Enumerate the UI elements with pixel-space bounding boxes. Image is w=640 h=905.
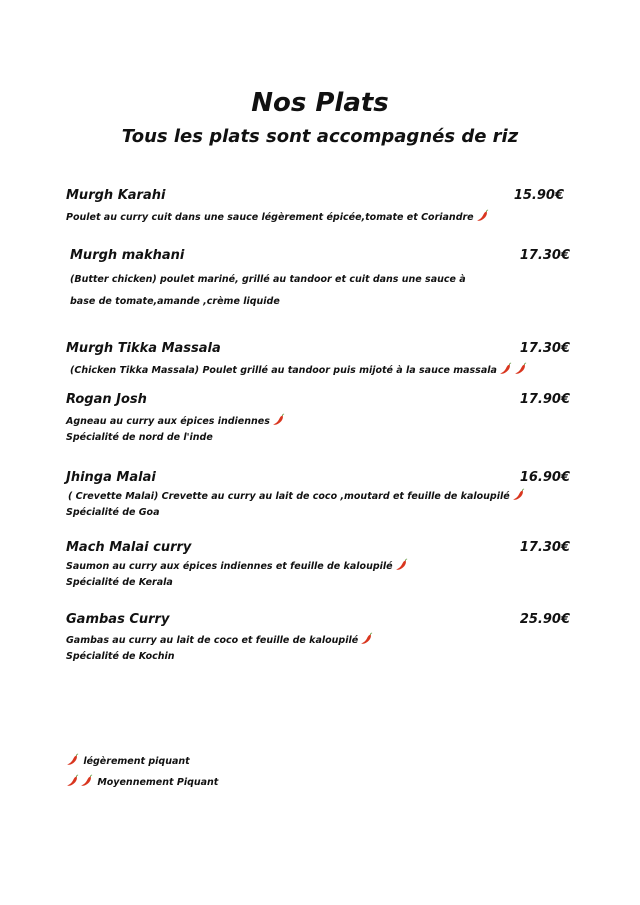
dish-price: 16.90€ xyxy=(519,470,570,485)
description-line: Gambas au curry au lait de coco et feuille de kaloupilé xyxy=(66,635,359,646)
dish-item xyxy=(66,612,574,665)
spice-indicator xyxy=(510,491,525,502)
dish-description xyxy=(66,632,574,665)
description-line: Agneau au curry aux épices indiennes xyxy=(66,416,270,427)
description-line: ( Crevette Malai) Crevette au curry au lait de coco ,moutard et feuille de kaloupilé xyxy=(68,491,510,502)
red-chili-pepper-icon xyxy=(476,209,489,222)
dish-item xyxy=(66,540,574,591)
dish-name: Mach Malai curry xyxy=(66,540,192,555)
dish-name: Gambas Curry xyxy=(66,612,170,627)
dish-description xyxy=(66,488,574,521)
red-chili-pepper-icon xyxy=(66,753,79,766)
description-line: Spécialité de Kerala xyxy=(66,577,173,588)
dish-price: 17.30€ xyxy=(519,248,570,263)
dish-name: Jhinga Malai xyxy=(66,470,156,485)
description-line: Spécialité de Kochin xyxy=(66,651,175,662)
dish-description xyxy=(70,269,574,313)
description-line: Spécialité de Goa xyxy=(66,507,160,518)
spice-indicator xyxy=(358,635,373,646)
dish-item xyxy=(66,341,574,379)
dish-description xyxy=(66,209,574,226)
spice-indicator xyxy=(270,416,285,427)
page-title: Nos Plats xyxy=(251,88,389,118)
red-chili-pepper-icon xyxy=(512,488,525,501)
dish-price: 17.30€ xyxy=(519,341,570,356)
description-line: Poulet au curry cuit dans une sauce légèrement épicée,tomate et Coriandre xyxy=(66,212,474,223)
spice-indicator xyxy=(66,777,94,788)
dish-name: Murgh Tikka Massala xyxy=(66,341,221,356)
spice-indicator xyxy=(393,561,408,572)
page-subtitle: Tous les plats sont accompagnés de riz xyxy=(121,126,519,147)
red-chili-pepper-icon xyxy=(80,774,93,787)
dish-name: Murgh makhani xyxy=(70,248,185,263)
dish-item xyxy=(66,470,574,521)
legend-label: Moyennement Piquant xyxy=(97,777,219,788)
dish-item xyxy=(66,188,574,226)
spice-indicator xyxy=(474,212,489,223)
spice-legend-item xyxy=(66,753,190,767)
red-chili-pepper-icon xyxy=(66,774,79,787)
dish-description xyxy=(66,558,574,591)
dish-name: Murgh Karahi xyxy=(66,188,166,203)
description-line: Spécialité de nord de l'inde xyxy=(66,432,213,443)
dish-price: 17.90€ xyxy=(519,392,570,407)
red-chili-pepper-icon xyxy=(499,362,512,375)
description-line: (Butter chicken) poulet mariné, grillé au tandoor et cuit dans une sauce à xyxy=(70,274,466,285)
spice-indicator xyxy=(497,365,527,376)
red-chili-pepper-icon xyxy=(395,558,408,571)
dish-item xyxy=(70,248,574,313)
dish-description xyxy=(70,362,574,379)
spice-indicator xyxy=(66,756,80,767)
description-line: Saumon au curry aux épices indiennes et feuille de kaloupilé xyxy=(66,561,393,572)
description-line: (Chicken Tikka Massala) Poulet grillé au tandoor puis mijoté à la sauce massala xyxy=(70,365,497,376)
description-line: base de tomate,amande ,crème liquide xyxy=(70,296,280,307)
red-chili-pepper-icon xyxy=(360,632,373,645)
red-chili-pepper-icon xyxy=(514,362,527,375)
dish-description xyxy=(66,413,574,446)
dish-name: Rogan Josh xyxy=(66,392,147,407)
spice-legend-item xyxy=(66,774,218,788)
dish-price: 25.90€ xyxy=(519,612,570,627)
legend-label: légèrement piquant xyxy=(83,756,190,767)
red-chili-pepper-icon xyxy=(272,413,285,426)
dish-item xyxy=(66,392,574,446)
dish-price: 17.30€ xyxy=(519,540,570,555)
dish-price: 15.90€ xyxy=(513,188,564,203)
